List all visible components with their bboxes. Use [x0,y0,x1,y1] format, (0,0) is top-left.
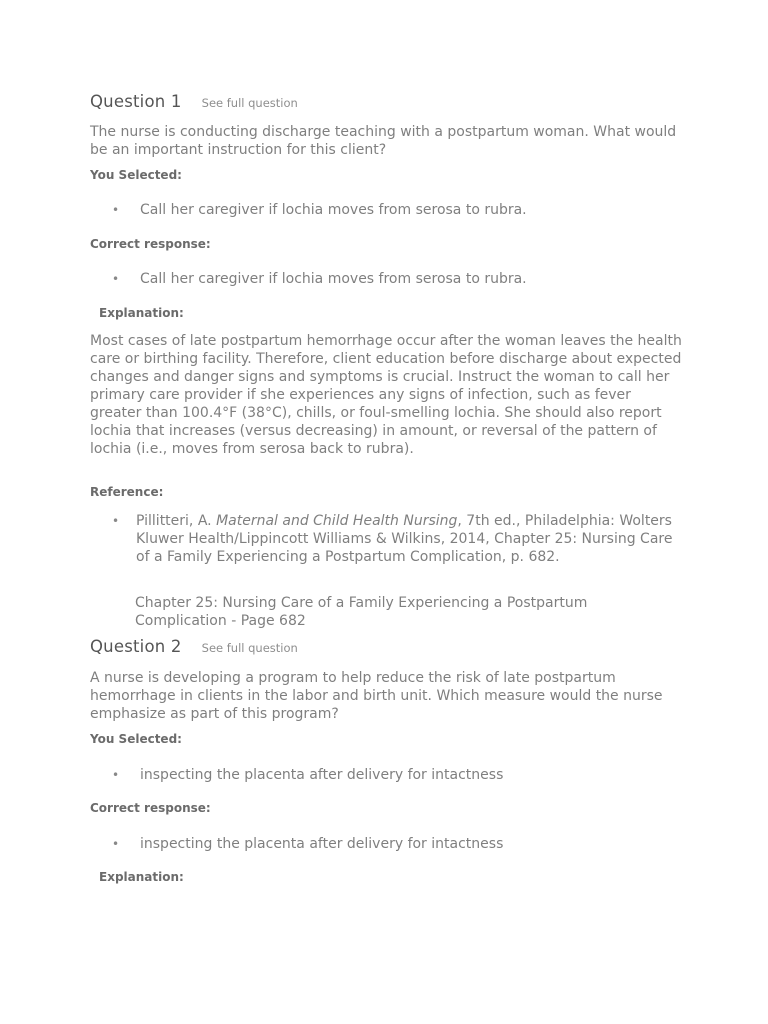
bullet-icon: • [112,272,120,286]
reference-text [136,512,682,566]
question-2-header [90,637,298,656]
see-full-question-link[interactable]: See full question [201,641,298,655]
bullet-icon: • [112,768,120,782]
question-title: Question 1 [90,92,182,111]
reference-book-title: Maternal and Child Health Nursing [216,513,458,529]
bullet-icon: • [112,203,120,217]
selected-answer-text: Call her caregiver if lochia moves from serosa to rubra. [140,202,527,218]
page-reference: Chapter 25: Nursing Care of a Family Experiencing a Postpartum Complication - Page 682 [135,595,588,629]
bullet-icon: • [112,837,120,851]
you-selected-label: You Selected: [90,732,182,746]
see-full-question-link[interactable]: See full question [201,96,298,110]
explanation-label: Explanation: [99,306,184,320]
question-1-header [90,92,298,111]
question-title: Question 2 [90,637,182,656]
reference-author: Pillitteri, A. [136,513,217,529]
correct-answer-text: Call her caregiver if lochia moves from serosa to rubra. [140,271,527,287]
correct-answer-text: inspecting the placenta after delivery for intactness [140,836,504,852]
correct-response-label: Correct response: [90,801,211,815]
correct-response-label: Correct response: [90,237,211,251]
reference-details: , 7th ed., Philadelphia: Wolters Kluwer Health/Lippincott Williams & Wilkins, 2014, Chapter 25: Nursing Care of a Family Experiencing a Postpartum Complication, p. 682. [136,513,673,565]
explanation-text: Most cases of late postpartum hemorrhage occur after the woman leaves the health care or birthing facility. Therefore, client education before discharge about expected changes and danger signs and symptoms is crucial. Instruct the woman to call her primary care provider if she experiences any signs of infection, such as fever greater than 100.4°F (38°C), chills, or foul-smelling lochia. She should also report lochia that increases (versus decreasing) in amount, or reversal of the pattern of lochia (i.e., moves from serosa back to rubra). [90,333,682,457]
selected-answer-text: inspecting the placenta after delivery for intactness [140,767,504,783]
explanation-label: Explanation: [99,870,184,884]
bullet-icon: • [112,514,120,528]
you-selected-label: You Selected: [90,168,182,182]
question-prompt: The nurse is conducting discharge teaching with a postpartum woman. What would be an important instruction for this client? [90,124,677,158]
reference-label: Reference: [90,485,164,499]
question-prompt: A nurse is developing a program to help reduce the risk of late postpartum hemorrhage in clients in the labor and birth unit. Which measure would the nurse emphasize as part of this program? [90,670,663,722]
